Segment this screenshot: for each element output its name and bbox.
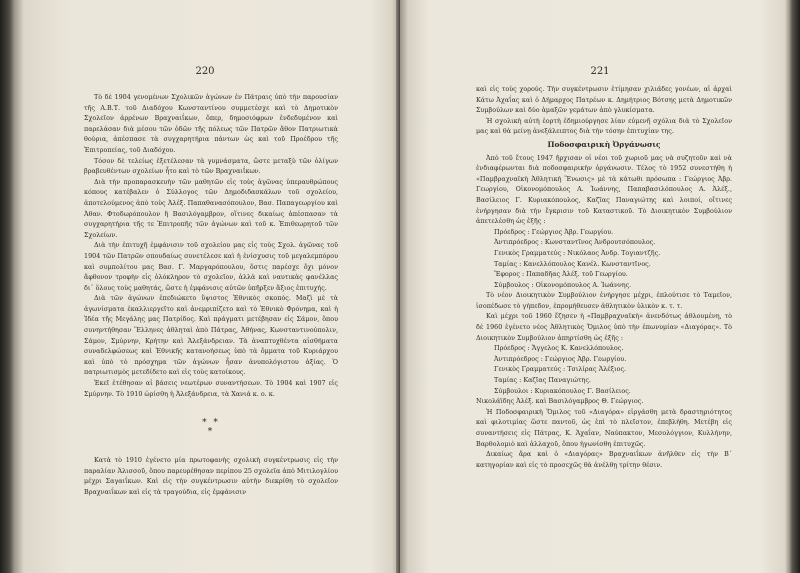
paragraph: Ἡ Ποδοσφαιρικὴ Ὅμιλος τοῦ «Διαγόρα» εἰργάσθη μετὰ δραστηριότητος καὶ φιλοτιμίας ὥστε παντοῦ, ὡς ἐπὶ τὸ πλεῖστον, ἐπεβλήθη. Μετέβη εἰς συναντήσεις εἰς Πάτρας, Κ. Ἀχαΐαν, Ναύπακτον, Μεσολόγγιον, Κυλλήνην, Βαρθολομιὸ καὶ ἀλλαχοῦ, ὅπου ἠγωνίσθη ἐπιτυχῶς. (476, 407, 732, 448)
board-member: Σύμβουλος : Οἰκονομόπουλος Α. Ἰωάννης. (494, 280, 632, 289)
paragraph: Διὰ τὴν ἐπιτυχῆ ἐμφάνισιν τοῦ σχολείου μας εἰς τοὺς Σχολ. ἀγῶνας τοῦ 1904 τῶν Πατρῶν σπουδαίως συνετέλεσε καὶ ἡ ἐνίσχυσις τοῦ μεγαλεμπόρου καὶ συμπολίτου μας Βασ. Γ. Μαργαρόπουλου, ὅστις παρέσχε ὄχι μόνον ἄφθονον τροφὴν εἰς ὁλόκληρον τὸ σχολεῖον, ἀλλὰ καὶ ναυτικὰς φανέλλας δι᾽ ὅλους τοὺς μαθητάς, ὥστε ἡ ἐμφάνισις αὐτῶν ὑπῆρξεν ἄξιος ἐπιτυχής. (84, 241, 338, 292)
paragraph: Ἡ σχολικὴ αὐτὴ ἑορτὴ ἐδημιούργησε λίαν εὐμενῆ σχόλια διὰ τὸ Σχολεῖον μας καὶ θὰ μείνῃ ἀνεξάλειπτος διὰ τὴν τόσην ἐπιτυχίαν της. (476, 116, 732, 136)
board-member: Γενικὸς Γραμματεύς : Νικόλαος Ἀνδρ. Τογιαντζῆς. (494, 248, 661, 257)
board-member: Ταμίας : Καζῖας Παναγιώτης. (494, 376, 591, 385)
paragraph: Ἀπὸ τοῦ ἔτους 1947 ἤρχισαν οἱ νέοι τοῦ χωριοῦ μας νὰ συζητοῦν καὶ νὰ ἐνδιαφέρωνται διὰ ποδοσφαιρικὴν ὀργάνωσιν. Τέλος τὸ 1952 συνεστήθη ἡ «Παμβραχναϊκὴ Ἀθλητικὴ Ἕνωσις» μὲ τὰ κάτωθι πρόσωπα : Γεώργιος Ἀβρ. Γεωργίου, Οἰκονομόπουλος Α. Ἰωάννης, Παπαβασιλόπουλος Α. Ἀλέξ., Βασίλειος Γ. Κυριακόπουλος, Καζῖας Παναγιώτης καὶ λοιποί, οἵτινες ἐνήργησαν διὰ τὴν ἔγκρισιν τοῦ Καταστικοῦ. Τὸ Διοικητικὸν Συμβούλιον ἀπετελέσθη ὡς ἑξῆς : (476, 153, 732, 226)
board-member-continued: Νικολάϊδης Ἀλέξ. καὶ Βασιλόγαμβρος Θ. Γεώργιος. (476, 397, 644, 406)
section-separator: * * * (202, 418, 220, 438)
left-page-text (84, 92, 338, 498)
board-member: Ἀντιπρόεδρος : Γεώργιος Ἀβρ. Γεωργίου. (494, 354, 627, 363)
paragraph: Τόσον δὲ τελείως ἐξετέλεσαν τὰ γυμνάσματα, ὥστε μεταξὺ τῶν ὀλίγων βραβευθέντων σχολείων ἦτο καὶ τὸ τῶν Βραχναιΐκων. (84, 156, 338, 176)
board-member: Ἔφορος : Παπαδῆας Ἀλέξ. τοῦ Γεωργίου. (494, 270, 628, 279)
paragraph: καὶ εἰς τοὺς χορούς. Τὴν συγκέντρωσιν ἐτίμησαν χιλιάδες γονέων, αἱ ἀρχαὶ Κάτω Ἀχαΐας καὶ ὁ Δήμαρχος Πατρέων κ. Δημήτριος Βότσης μετὰ Δημοτικῶν Συμβούλων καὶ δύο ἀμαξῶν γεμάτων ἀπὸ γλυκίσματα. (476, 85, 732, 115)
board-member: Πρόεδρος : Γεώργιος Ἀβρ. Γεωργίου. (494, 227, 614, 236)
paragraph: Καὶ μέχρι τοῦ 1960 ἔζησεν ἡ «Παμβραχναϊκὴ» ἀνενδότως ἀθλουμένη, τὸ δὲ 1960 ἐγένετο νέος Ἀθλητικὸς Ὅμιλος ὑπὸ τὴν ἐπωνυμίαν «Διαγόρας». Τὸ Διοικητικὸν Συμβούλιον ἀπηρτίσθη ὡς ἑξῆς : (476, 312, 732, 342)
paragraph: Κατὰ τὸ 1910 ἐγένετο μία πρωτοφανὴς σχολικὴ συγκέντρωσις εἰς τὴν παραλίαν Ἀλισσοῦ, ὅπου παρευρέθησαν περίπου 25 σχολεῖα ἀπὸ Μιτιλογλίου μέχρι Σαγαιΐκων. Καὶ εἰς τὴν συγκέντρωσιν αὐτὴν διεκρίθη τὸ σχολεῖον Βραχναιΐκων καὶ εἰς τὰ τραγούδια, εἰς ἐμφάνισιν (84, 456, 338, 496)
paragraph: Τὸ νέον Διοικητικὸν Συμβούλιον ἐνήργησε μέχρι, ἐπλούτισε τὸ Ταμεῖον, ἰσοπέδωσε τὸ γήπεδον, ἐπρομήθευσεν ἀθλητικὸν ὑλικὸν κ. τ. τ. (476, 291, 732, 310)
paragraph: Διὰ τῶν ἀγώνων ἐπεδιώκετο ὕψιστος Ἐθνικὸς σκοπός. Μαζὶ μὲ τὰ ἀγωνίσματα ἐκαλλιεργεῖτο καὶ ἀνεμριπίζετο καὶ τὸ Ἐθνικὸ Φρόνημα, καὶ ἡ Ἰδέα τῆς Μεγάλης μας Πατρίδος. Καὶ πράγματι μετέβησαν εἰς Σάμον, ὅπου συνηντήθησαν Ἕλληνες ἀθληταὶ ἀπὸ Πάτρας, Ἀθήνας, Κωνσταντινούπολιν, Σάμον, Σμύρνην, Κρήτην καὶ Ἀλεξάνδρειαν. Τὰ ἀναπτυχθέντα αἰσθήματα συναδελφώσεως καὶ Ἐθνικῆς κατανοήσεως ὑπὸ τὰ ὄμματα τοῦ Κυριάρχου καὶ ὑπὸ τὸ πρόσχημα τῶν ἀγώνων ἦσαν ἀνυπολόγιστου ἀξίας. Ὁ πατριωτισμὸς μετεδίδετο καὶ εἰς τοὺς κατοίκους. (84, 294, 338, 377)
right-page-text (476, 84, 732, 470)
board-member: Γενικὸς Γραμματεύς : Τσιλίρας Ἀλέξιος. (494, 365, 627, 374)
paragraph: Δικαίως ἄρα καὶ ὁ «Διαγόρας» Βραχναιΐκων ἀνῆλθεν εἰς τὴν Β´ κατηγορίαν καὶ εἰς τὸ προσεχῶς θὰ ἀνέλθῃ τρίτην θέσιν. (476, 450, 732, 469)
paragraph: Ἐκεῖ ἐτέθησαν αἱ βάσεις νεωτέρων συναντήσεων. Τὸ 1904 καὶ 1907 εἰς Σμύρνην. Τὸ 1910 ὡρίσθη ἡ Ἀλεξάνδρεια, τὰ Χανιά κ. ο. κ. (84, 379, 338, 398)
board-member: Ἀντιπρόεδρος : Κωνσταντῖνος Ἀνδρουτσόπουλος. (494, 238, 656, 247)
page-number-right: 221 (590, 66, 610, 77)
board-member: Πρόεδρος : Ἄγγελος Κ. Κανελλόπουλος. (494, 344, 624, 353)
right-page (400, 0, 800, 573)
paragraph: Διὰ τὴν προπαρασκευὴν τῶν μαθητῶν εἰς τοὺς ἀγῶνας ὑπεραυθρώπους κόπους κατέβαλεν ὁ Σύλλογος τῶν Δημοδιδασκάλων τοῦ σχολείου, ἀποτελούμενος ἀπὸ τοὺς Ἀλέξ. Παπαθανασόπουλον, Βασ. Παπαγεωργίου καὶ Ἀθαν. Φτοδωρόπουλον ἢ Βασιλόγαμβρον, οἵτινες δικαίως ἀπέσπασαν τὰ συγχαρητήρια τῆς τε Ἐπιτροπῆς τῶν ἀγώνων καὶ τοῦ κ. Ἐπιθεωρητοῦ τῶν Σχολείων. (84, 177, 338, 239)
left-page-edge (0, 0, 14, 573)
right-page-edge (790, 0, 800, 573)
paragraph: Τὸ δὲ 1904 γενομένων Σχολικῶν ἀγώνων ἐν Πάτραις ὑπὸ τὴν παρουσίαν τῆς Α.Β.Τ. τοῦ Διαδόχου Κωνσταντίνου συμμετέσχε καὶ τὸ Δημοτικὸν Σχολεῖον ἀρρένων Βραχναιΐκων, ὅπερ, δημοσιόφρων ἐνδεδυμένον καὶ παρελάσαν διὰ μέσου τῶν ὁδῶν τῆς πόλεως τῶν Πατρῶν ἄθον Πατριωτικὰ θούρια, ἀπέσπασε τὰ συγχαρητήρια πάντων ὡς καὶ τοῦ Προέδρου τῆς Ἐπιτροπείας, τοῦ Διαδόχου. (84, 93, 338, 154)
board-member: Σύμβουλοι : Κυριακόπουλος Γ. Βασίλειος. (494, 386, 631, 395)
page-number-left: 220 (195, 66, 215, 77)
board-member: Ταμίας : Κανελλόπουλος Κανέλ. Κωνσταντῖνος. (494, 259, 651, 268)
section-heading: Ποδοσφαιρικὴ Ὀργάνωσις (547, 139, 661, 149)
